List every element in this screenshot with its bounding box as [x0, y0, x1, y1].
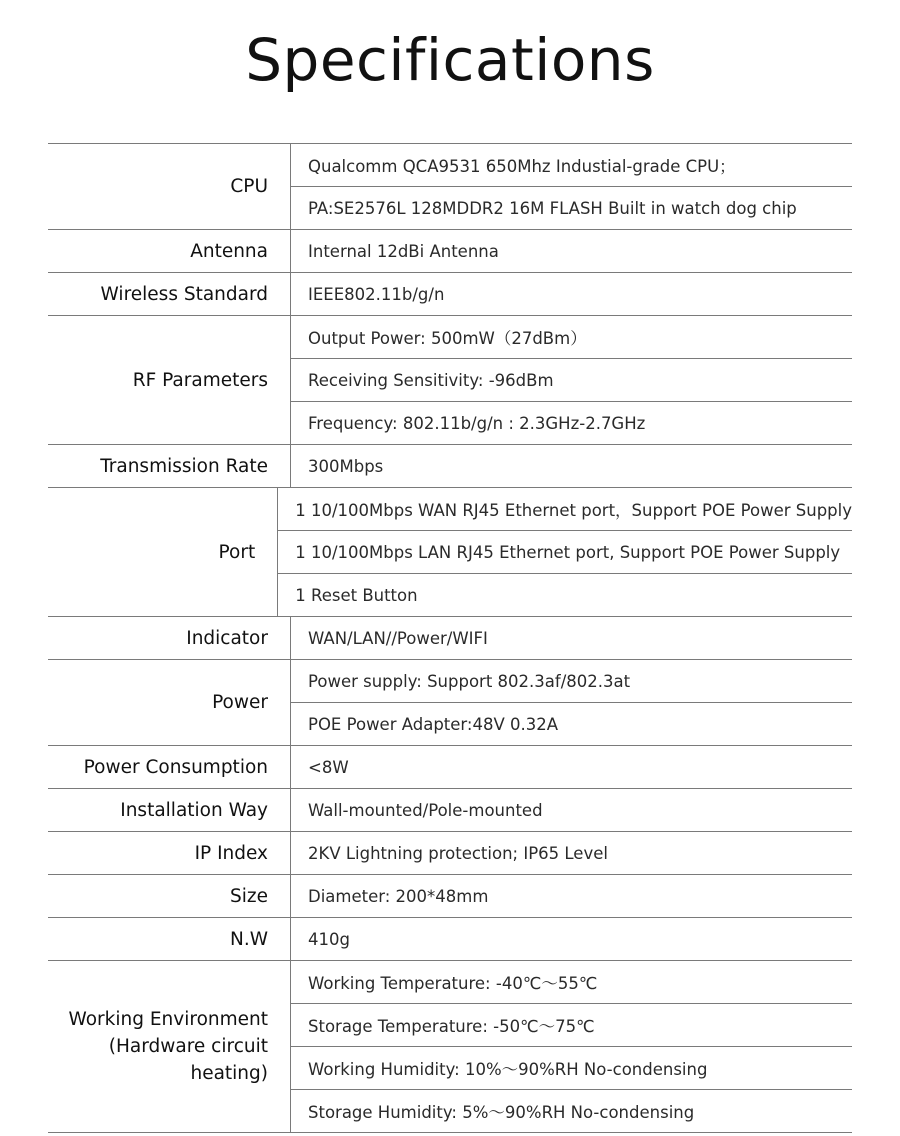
spec-label-line: Wireless Standard — [100, 283, 268, 305]
spec-row-n-w — [48, 917, 852, 960]
spec-value: Power supply: Support 802.3af/802.3at — [308, 671, 631, 691]
spec-row-rf-parameters — [48, 315, 852, 444]
spec-values — [291, 273, 852, 315]
spec-label-line: IP Index — [194, 842, 268, 864]
spec-value: POE Power Adapter:48V 0.32A — [291, 702, 852, 745]
spec-row-ip-index — [48, 831, 852, 874]
spec-value: 2KV Lightning protection; IP65 Level — [308, 843, 608, 863]
spec-value: Diameter: 200*48mm — [308, 886, 489, 906]
spec-label — [48, 746, 291, 788]
spec-label-line: Port — [218, 541, 256, 563]
spec-value: Working Humidity: 10%～90%RH No-condensing — [291, 1046, 852, 1089]
spec-label-line: Transmission Rate — [100, 455, 268, 477]
spec-row-antenna — [48, 229, 852, 272]
spec-row-working-environment — [48, 960, 852, 1133]
spec-value: 410g — [308, 929, 350, 949]
spec-label — [48, 660, 291, 745]
spec-value: WAN/LAN//Power/WIFI — [308, 628, 488, 648]
spec-value: IEEE802.11b/g/n — [308, 284, 445, 304]
spec-value: PA:SE2576L 128MDDR2 16M FLASH Built in watch dog chip — [291, 186, 852, 229]
spec-label-line: CPU — [230, 176, 268, 197]
spec-label — [48, 789, 291, 831]
spec-row-installation-way — [48, 788, 852, 831]
page-title: Specifications — [245, 26, 655, 94]
spec-label-line: Working Environment — [68, 1009, 268, 1030]
spec-label-line: Antenna — [190, 240, 268, 262]
spec-values — [291, 746, 852, 788]
spec-row-power-consumption — [48, 745, 852, 788]
spec-label-line: Size — [230, 885, 268, 907]
spec-value: Storage Humidity: 5%～90%RH No-condensing — [291, 1089, 852, 1132]
spec-value: 1 10/100Mbps WAN RJ45 Ethernet port，Support POE Power Supply — [295, 501, 852, 520]
spec-value: 1 Reset Button — [278, 573, 852, 616]
spec-value: Qualcomm QCA9531 650Mhz Industial-grade CPU； — [308, 157, 736, 176]
spec-label — [48, 316, 291, 444]
spec-label-line: (Hardware circuit heating) — [108, 1036, 268, 1084]
spec-value: Frequency: 802.11b/g/n : 2.3GHz-2.7GHz — [291, 401, 852, 444]
spec-row-cpu — [48, 143, 852, 229]
spec-value: Storage Temperature: -50℃～75℃ — [291, 1003, 852, 1046]
spec-values — [278, 488, 852, 616]
spec-label — [48, 875, 291, 917]
spec-values — [291, 230, 852, 272]
spec-values — [291, 789, 852, 831]
spec-value: Output Power: 500mW（27dBm） — [308, 329, 587, 348]
specifications-table — [48, 143, 852, 1133]
spec-values — [291, 316, 852, 444]
spec-values — [291, 832, 852, 874]
spec-label — [48, 617, 291, 659]
spec-label-line: RF Parameters — [132, 369, 268, 391]
spec-value: Wall-mounted/Pole-mounted — [308, 800, 543, 820]
spec-row-port — [48, 487, 852, 616]
spec-values — [291, 617, 852, 659]
spec-label — [48, 488, 278, 616]
spec-label — [48, 961, 291, 1132]
spec-label-line: N.W — [229, 928, 268, 950]
spec-row-wireless-standard — [48, 272, 852, 315]
spec-label — [48, 230, 291, 272]
spec-value: Internal 12dBi Antenna — [308, 241, 499, 261]
spec-label-line: Power — [212, 692, 268, 713]
spec-value: Working Temperature: -40℃～55℃ — [308, 974, 598, 993]
spec-values — [291, 660, 852, 745]
spec-row-indicator — [48, 616, 852, 659]
spec-label — [48, 832, 291, 874]
spec-values — [291, 875, 852, 917]
spec-label-line: Power Consumption — [83, 756, 268, 778]
spec-label — [48, 273, 291, 315]
spec-value: <8W — [308, 757, 349, 777]
spec-label — [48, 918, 291, 960]
spec-values — [291, 918, 852, 960]
spec-value: 1 10/100Mbps LAN RJ45 Ethernet port, Support POE Power Supply — [278, 530, 852, 573]
spec-values — [291, 961, 852, 1132]
spec-label — [48, 445, 291, 487]
spec-row-transmission-rate — [48, 444, 852, 487]
spec-label-line: Installation Way — [120, 799, 268, 821]
spec-row-power — [48, 659, 852, 745]
spec-value: Receiving Sensitivity: -96dBm — [291, 358, 852, 401]
spec-label — [48, 144, 291, 229]
spec-values — [291, 144, 852, 229]
spec-values — [291, 445, 852, 487]
spec-value: 300Mbps — [308, 456, 384, 476]
spec-row-size — [48, 874, 852, 917]
spec-label-line: Indicator — [186, 627, 268, 649]
